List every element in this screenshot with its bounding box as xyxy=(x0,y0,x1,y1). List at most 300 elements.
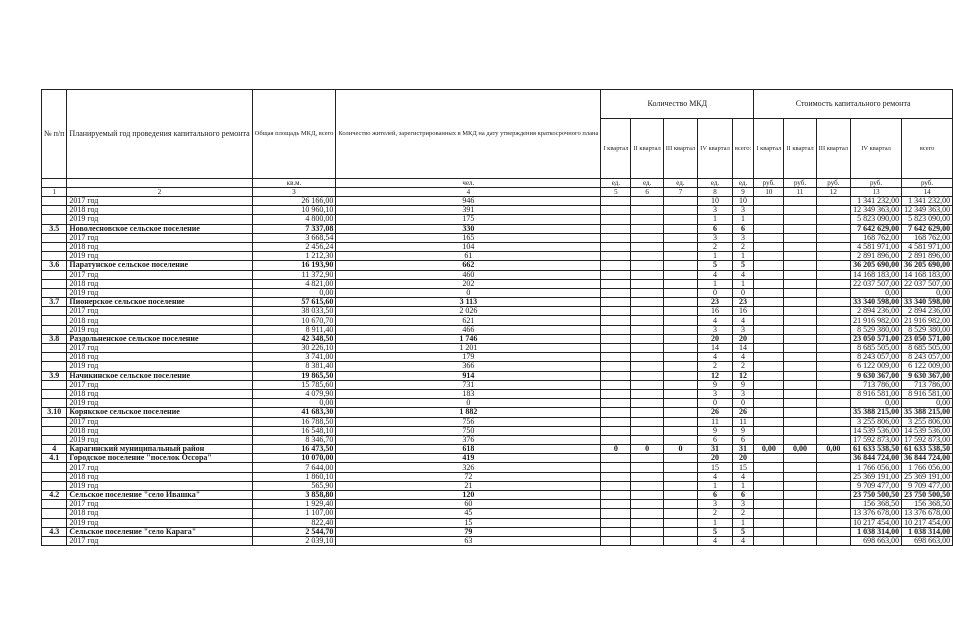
cost-total-cell: 14 539 536,00 xyxy=(902,426,953,435)
cost-q2-cell xyxy=(784,224,816,233)
cost-q4-cell: 25 369 191,00 xyxy=(851,472,902,481)
mkd-q4-cell: 4 xyxy=(698,270,733,279)
cost-q4-cell: 9 709 477,00 xyxy=(851,481,902,490)
cost-q1-cell xyxy=(754,316,784,325)
mkd-q1-cell xyxy=(601,279,631,288)
row-name: 2017 год xyxy=(67,536,252,545)
mkd-q4-cell: 1 xyxy=(698,481,733,490)
cost-total-cell: 156 368,50 xyxy=(902,500,953,509)
residents-cell: 376 xyxy=(336,435,601,444)
residents-cell: 0 xyxy=(336,399,601,408)
header-year: Планируемый год проведения капитального ремонта xyxy=(67,90,252,179)
cost-q4-cell: 14 168 183,00 xyxy=(851,270,902,279)
row-number: 4.1 xyxy=(42,454,67,463)
cost-q3-cell xyxy=(816,500,850,509)
area-cell: 4 800,00 xyxy=(252,215,336,224)
column-number: 11 xyxy=(784,188,816,197)
cost-q2-cell xyxy=(784,371,816,380)
residents-cell: 60 xyxy=(336,500,601,509)
cost-q1-cell xyxy=(754,463,784,472)
mkd-q1-cell xyxy=(601,206,631,215)
mkd-q3-cell xyxy=(663,353,697,362)
mkd-total-cell: 23 xyxy=(732,298,753,307)
residents-cell: 15 xyxy=(336,518,601,527)
cost-q4-cell: 5 823 090,00 xyxy=(851,215,902,224)
mkd-q2-cell xyxy=(631,215,663,224)
mkd-q2-cell xyxy=(631,279,663,288)
cost-q2-cell xyxy=(784,509,816,518)
cost-q3-cell xyxy=(816,426,850,435)
mkd-q3-cell xyxy=(663,536,697,545)
cost-total-cell: 10 217 454,00 xyxy=(902,518,953,527)
cost-q3-cell xyxy=(816,491,850,500)
mkd-total-cell: 20 xyxy=(732,334,753,343)
cost-q3-cell xyxy=(816,206,850,215)
row-number: 3.9 xyxy=(42,371,67,380)
mkd-total-cell: 14 xyxy=(732,344,753,353)
row-number xyxy=(42,380,67,389)
residents-cell: 2 026 xyxy=(336,307,601,316)
unit-cell: ед. xyxy=(631,179,663,188)
area-cell: 0,00 xyxy=(252,399,336,408)
area-cell: 10 670,70 xyxy=(252,316,336,325)
cost-q3-cell xyxy=(816,270,850,279)
mkd-q4-cell: 2 xyxy=(698,362,733,371)
cost-total-cell: 33 340 598,00 xyxy=(902,298,953,307)
row-name: 2019 год xyxy=(67,325,252,334)
row-number xyxy=(42,362,67,371)
column-number: 8 xyxy=(698,188,733,197)
mkd-q2-cell xyxy=(631,224,663,233)
header-area: Общая площадь МКД, всего xyxy=(252,90,336,179)
mkd-total-cell: 4 xyxy=(732,472,753,481)
cost-total-cell: 9 709 477,00 xyxy=(902,481,953,490)
cost-total-cell: 21 916 982,00 xyxy=(902,316,953,325)
table-row xyxy=(42,408,953,417)
cost-q3-cell xyxy=(816,527,850,536)
cost-total-cell: 61 633 538,50 xyxy=(902,445,953,454)
unit-cell: руб. xyxy=(902,179,953,188)
mkd-q1-cell xyxy=(601,197,631,206)
cost-q1-cell xyxy=(754,371,784,380)
mkd-q2-cell xyxy=(631,491,663,500)
mkd-q2-cell xyxy=(631,417,663,426)
mkd-q2-cell xyxy=(631,527,663,536)
mkd-total-cell: 3 xyxy=(732,500,753,509)
cost-q4-cell: 10 217 454,00 xyxy=(851,518,902,527)
area-cell: 2 039,10 xyxy=(252,536,336,545)
residents-cell: 21 xyxy=(336,481,601,490)
cost-total-cell: 713 786,00 xyxy=(902,380,953,389)
unit-cell: ед. xyxy=(732,179,753,188)
table-row xyxy=(42,197,953,206)
row-name: 2018 год xyxy=(67,472,252,481)
cost-total-cell: 0,00 xyxy=(902,399,953,408)
table-row xyxy=(42,472,953,481)
row-name: Сельское поселение "село Ивашка" xyxy=(67,491,252,500)
mkd-q4-cell: 4 xyxy=(698,536,733,545)
area-cell: 4 079,90 xyxy=(252,389,336,398)
cost-q1-cell xyxy=(754,518,784,527)
table-row xyxy=(42,417,953,426)
mkd-q4-cell: 23 xyxy=(698,298,733,307)
mkd-q4-cell: 6 xyxy=(698,491,733,500)
row-name: 2017 год xyxy=(67,417,252,426)
residents-cell: 165 xyxy=(336,233,601,242)
area-cell: 1 107,00 xyxy=(252,509,336,518)
mkd-q2-cell xyxy=(631,481,663,490)
cost-q2-cell xyxy=(784,353,816,362)
header-mkd-q4: IV квартал xyxy=(698,119,733,179)
mkd-q1-cell xyxy=(601,536,631,545)
residents-cell: 1 201 xyxy=(336,344,601,353)
residents-cell: 366 xyxy=(336,362,601,371)
mkd-q2-cell xyxy=(631,500,663,509)
residents-cell: 45 xyxy=(336,509,601,518)
mkd-q4-cell: 2 xyxy=(698,242,733,251)
column-number: 7 xyxy=(663,188,697,197)
cost-q2-cell xyxy=(784,288,816,297)
mkd-total-cell: 6 xyxy=(732,224,753,233)
row-number xyxy=(42,206,67,215)
cost-q1-cell xyxy=(754,215,784,224)
row-name: Новолесновское сельское поселение xyxy=(67,224,252,233)
mkd-q4-cell: 11 xyxy=(698,417,733,426)
unit-cell: ед. xyxy=(601,179,631,188)
row-number xyxy=(42,463,67,472)
mkd-q4-cell: 1 xyxy=(698,252,733,261)
area-cell: 57 615,60 xyxy=(252,298,336,307)
cost-q4-cell: 36 205 690,00 xyxy=(851,261,902,270)
cost-total-cell: 6 122 009,00 xyxy=(902,362,953,371)
cost-q2-cell xyxy=(784,399,816,408)
area-cell: 4 821,00 xyxy=(252,279,336,288)
cost-q1-cell: 0,00 xyxy=(754,445,784,454)
cost-q2-cell xyxy=(784,279,816,288)
column-number: 1 xyxy=(42,188,67,197)
mkd-q3-cell xyxy=(663,371,697,380)
mkd-total-cell: 5 xyxy=(732,527,753,536)
cost-q3-cell xyxy=(816,298,850,307)
header-cost-q4: IV квартал xyxy=(851,119,902,179)
cost-total-cell: 35 388 215,00 xyxy=(902,408,953,417)
table-row xyxy=(42,344,953,353)
area-cell: 1 860,10 xyxy=(252,472,336,481)
header-mkd-count: Количество МКД xyxy=(601,90,754,119)
mkd-q3-cell xyxy=(663,527,697,536)
mkd-q1-cell xyxy=(601,224,631,233)
residents-cell: 914 xyxy=(336,371,601,380)
cost-q3-cell xyxy=(816,261,850,270)
table-row xyxy=(42,325,953,334)
residents-cell: 326 xyxy=(336,463,601,472)
residents-cell: 391 xyxy=(336,206,601,215)
residents-cell: 175 xyxy=(336,215,601,224)
cost-q4-cell: 35 388 215,00 xyxy=(851,408,902,417)
cost-q1-cell xyxy=(754,509,784,518)
row-name: 2017 год xyxy=(67,380,252,389)
row-name: 2018 год xyxy=(67,353,252,362)
cost-total-cell: 22 037 507,00 xyxy=(902,279,953,288)
cost-q3-cell xyxy=(816,472,850,481)
cost-q4-cell: 168 762,00 xyxy=(851,233,902,242)
mkd-q2-cell xyxy=(631,261,663,270)
cost-q3-cell xyxy=(816,279,850,288)
cost-q4-cell: 21 916 982,00 xyxy=(851,316,902,325)
mkd-q1-cell xyxy=(601,509,631,518)
mkd-total-cell: 4 xyxy=(732,270,753,279)
mkd-total-cell: 3 xyxy=(732,233,753,242)
mkd-q3-cell xyxy=(663,380,697,389)
cost-q3-cell xyxy=(816,252,850,261)
cost-q1-cell xyxy=(754,536,784,545)
area-cell: 16 193,90 xyxy=(252,261,336,270)
row-name: Городское поселение "поселок Оссора" xyxy=(67,454,252,463)
mkd-q3-cell xyxy=(663,206,697,215)
mkd-total-cell: 4 xyxy=(732,353,753,362)
mkd-q3-cell xyxy=(663,307,697,316)
cost-q1-cell xyxy=(754,197,784,206)
area-cell: 0,00 xyxy=(252,288,336,297)
residents-cell: 946 xyxy=(336,197,601,206)
table-row xyxy=(42,518,953,527)
mkd-q1-cell xyxy=(601,307,631,316)
row-number: 3.8 xyxy=(42,334,67,343)
mkd-q4-cell: 15 xyxy=(698,463,733,472)
capital-repair-plan-table xyxy=(41,89,953,546)
row-name: 2019 год xyxy=(67,518,252,527)
cost-total-cell: 0,00 xyxy=(902,288,953,297)
mkd-q4-cell: 14 xyxy=(698,344,733,353)
area-cell: 7 337,08 xyxy=(252,224,336,233)
cost-q3-cell xyxy=(816,417,850,426)
area-cell: 2 544,70 xyxy=(252,527,336,536)
row-name: 2018 год xyxy=(67,279,252,288)
cost-q4-cell: 23 750 500,50 xyxy=(851,491,902,500)
mkd-q2-cell xyxy=(631,252,663,261)
cost-q2-cell xyxy=(784,242,816,251)
row-name: Карагинский муниципальный район xyxy=(67,445,252,454)
mkd-q3-cell xyxy=(663,399,697,408)
cost-q1-cell xyxy=(754,233,784,242)
mkd-q1-cell xyxy=(601,399,631,408)
residents-cell: 460 xyxy=(336,270,601,279)
residents-cell: 756 xyxy=(336,417,601,426)
mkd-q3-cell xyxy=(663,233,697,242)
row-number xyxy=(42,270,67,279)
mkd-total-cell: 26 xyxy=(732,408,753,417)
cost-q2-cell xyxy=(784,426,816,435)
row-number xyxy=(42,389,67,398)
cost-q3-cell xyxy=(816,408,850,417)
cost-q4-cell: 8 916 581,00 xyxy=(851,389,902,398)
cost-q2-cell xyxy=(784,454,816,463)
row-name: 2019 год xyxy=(67,435,252,444)
mkd-q1-cell xyxy=(601,454,631,463)
row-number: 4.2 xyxy=(42,491,67,500)
area-cell: 8 346,70 xyxy=(252,435,336,444)
row-number xyxy=(42,426,67,435)
mkd-q1-cell xyxy=(601,261,631,270)
mkd-total-cell: 6 xyxy=(732,435,753,444)
cost-total-cell: 1 766 056,00 xyxy=(902,463,953,472)
cost-q1-cell xyxy=(754,206,784,215)
mkd-q3-cell xyxy=(663,334,697,343)
mkd-q1-cell xyxy=(601,408,631,417)
mkd-q1-cell xyxy=(601,463,631,472)
table-row xyxy=(42,279,953,288)
table-row xyxy=(42,215,953,224)
mkd-total-cell: 9 xyxy=(732,426,753,435)
area-cell: 3 858,80 xyxy=(252,491,336,500)
residents-cell: 0 xyxy=(336,288,601,297)
cost-q4-cell: 36 844 724,00 xyxy=(851,454,902,463)
mkd-q2-cell xyxy=(631,353,663,362)
mkd-q2-cell xyxy=(631,362,663,371)
unit-cell: руб. xyxy=(784,179,816,188)
mkd-q1-cell xyxy=(601,325,631,334)
residents-cell: 750 xyxy=(336,426,601,435)
table-row xyxy=(42,307,953,316)
row-number xyxy=(42,536,67,545)
mkd-q2-cell xyxy=(631,197,663,206)
mkd-q3-cell xyxy=(663,426,697,435)
table-row xyxy=(42,491,953,500)
cost-q2-cell xyxy=(784,417,816,426)
row-name: Раздольненское сельское поселение xyxy=(67,334,252,343)
mkd-total-cell: 2 xyxy=(732,509,753,518)
area-cell: 16 788,50 xyxy=(252,417,336,426)
mkd-q2-cell xyxy=(631,334,663,343)
mkd-q1-cell xyxy=(601,527,631,536)
cost-total-cell: 1 038 314,00 xyxy=(902,527,953,536)
cost-q1-cell xyxy=(754,426,784,435)
cost-q2-cell xyxy=(784,307,816,316)
header-cost-q3: III квартал xyxy=(816,119,850,179)
cost-q3-cell xyxy=(816,233,850,242)
cost-total-cell: 25 369 191,00 xyxy=(902,472,953,481)
cost-q2-cell xyxy=(784,500,816,509)
cost-total-cell: 698 663,00 xyxy=(902,536,953,545)
cost-q1-cell xyxy=(754,389,784,398)
column-number: 10 xyxy=(754,188,784,197)
table-row xyxy=(42,270,953,279)
cost-q4-cell: 7 642 629,00 xyxy=(851,224,902,233)
mkd-q2-cell xyxy=(631,408,663,417)
row-number: 3.5 xyxy=(42,224,67,233)
header-cost-q1: I квартал xyxy=(754,119,784,179)
mkd-q4-cell: 4 xyxy=(698,353,733,362)
cost-q1-cell xyxy=(754,242,784,251)
table-row xyxy=(42,224,953,233)
header-row-top xyxy=(42,90,953,119)
mkd-total-cell: 31 xyxy=(732,445,753,454)
row-name: 2018 год xyxy=(67,206,252,215)
header-mkd-q3: III квартал xyxy=(663,119,697,179)
cost-total-cell: 168 762,00 xyxy=(902,233,953,242)
mkd-q3-cell xyxy=(663,509,697,518)
mkd-q2-cell xyxy=(631,316,663,325)
cost-q2-cell xyxy=(784,472,816,481)
row-name: 2017 год xyxy=(67,233,252,242)
row-name: 2019 год xyxy=(67,481,252,490)
mkd-q4-cell: 26 xyxy=(698,408,733,417)
mkd-q3-cell xyxy=(663,389,697,398)
cost-q4-cell: 33 340 598,00 xyxy=(851,298,902,307)
area-cell: 565,90 xyxy=(252,481,336,490)
row-number xyxy=(42,233,67,242)
cost-q3-cell xyxy=(816,509,850,518)
mkd-q3-cell xyxy=(663,197,697,206)
cost-q2-cell xyxy=(784,206,816,215)
cost-q2-cell xyxy=(784,325,816,334)
area-cell: 16 548,10 xyxy=(252,426,336,435)
column-number: 5 xyxy=(601,188,631,197)
row-name: Сельское поселение "село Карага" xyxy=(67,527,252,536)
cost-q1-cell xyxy=(754,362,784,371)
mkd-q3-cell xyxy=(663,472,697,481)
column-number: 14 xyxy=(902,188,953,197)
mkd-q1-cell xyxy=(601,242,631,251)
cost-q1-cell xyxy=(754,279,784,288)
header-residents: Количество жителей, зарегистрированных в МКД на дату утверждения краткосрочного плана xyxy=(336,90,601,179)
cost-q1-cell xyxy=(754,399,784,408)
area-cell: 2 456,24 xyxy=(252,242,336,251)
area-cell: 8 381,40 xyxy=(252,362,336,371)
mkd-q1-cell xyxy=(601,316,631,325)
mkd-q4-cell: 3 xyxy=(698,233,733,242)
row-name: 2017 год xyxy=(67,463,252,472)
mkd-q1-cell xyxy=(601,500,631,509)
cost-q2-cell xyxy=(784,491,816,500)
table-row xyxy=(42,371,953,380)
area-cell: 41 683,30 xyxy=(252,408,336,417)
area-cell: 19 865,50 xyxy=(252,371,336,380)
mkd-q1-cell xyxy=(601,288,631,297)
cost-q3-cell xyxy=(816,325,850,334)
row-name: 2019 год xyxy=(67,288,252,297)
column-number: 6 xyxy=(631,188,663,197)
row-name: 2017 год xyxy=(67,270,252,279)
mkd-q2-cell xyxy=(631,536,663,545)
cost-q4-cell: 2 894 236,00 xyxy=(851,307,902,316)
header-cost-total: всего xyxy=(902,119,953,179)
area-cell: 1 212,30 xyxy=(252,252,336,261)
row-number xyxy=(42,344,67,353)
cost-q1-cell xyxy=(754,408,784,417)
row-name: 2017 год xyxy=(67,307,252,316)
row-number xyxy=(42,279,67,288)
mkd-q4-cell: 3 xyxy=(698,500,733,509)
mkd-q4-cell: 1 xyxy=(698,215,733,224)
cost-q4-cell: 8 243 057,00 xyxy=(851,353,902,362)
mkd-q2-cell xyxy=(631,463,663,472)
row-name: 2018 год xyxy=(67,426,252,435)
cost-q2-cell xyxy=(784,527,816,536)
cost-total-cell: 36 205 690,00 xyxy=(902,261,953,270)
cost-q3-cell xyxy=(816,288,850,297)
mkd-q3-cell xyxy=(663,481,697,490)
cost-q1-cell xyxy=(754,353,784,362)
mkd-total-cell: 1 xyxy=(732,215,753,224)
header-mkd-q1: I квартал xyxy=(601,119,631,179)
cost-q4-cell: 713 786,00 xyxy=(851,380,902,389)
cost-q2-cell xyxy=(784,298,816,307)
cost-total-cell: 3 255 806,00 xyxy=(902,417,953,426)
row-name: 2018 год xyxy=(67,242,252,251)
unit-cell: ед. xyxy=(698,179,733,188)
mkd-q3-cell xyxy=(663,325,697,334)
